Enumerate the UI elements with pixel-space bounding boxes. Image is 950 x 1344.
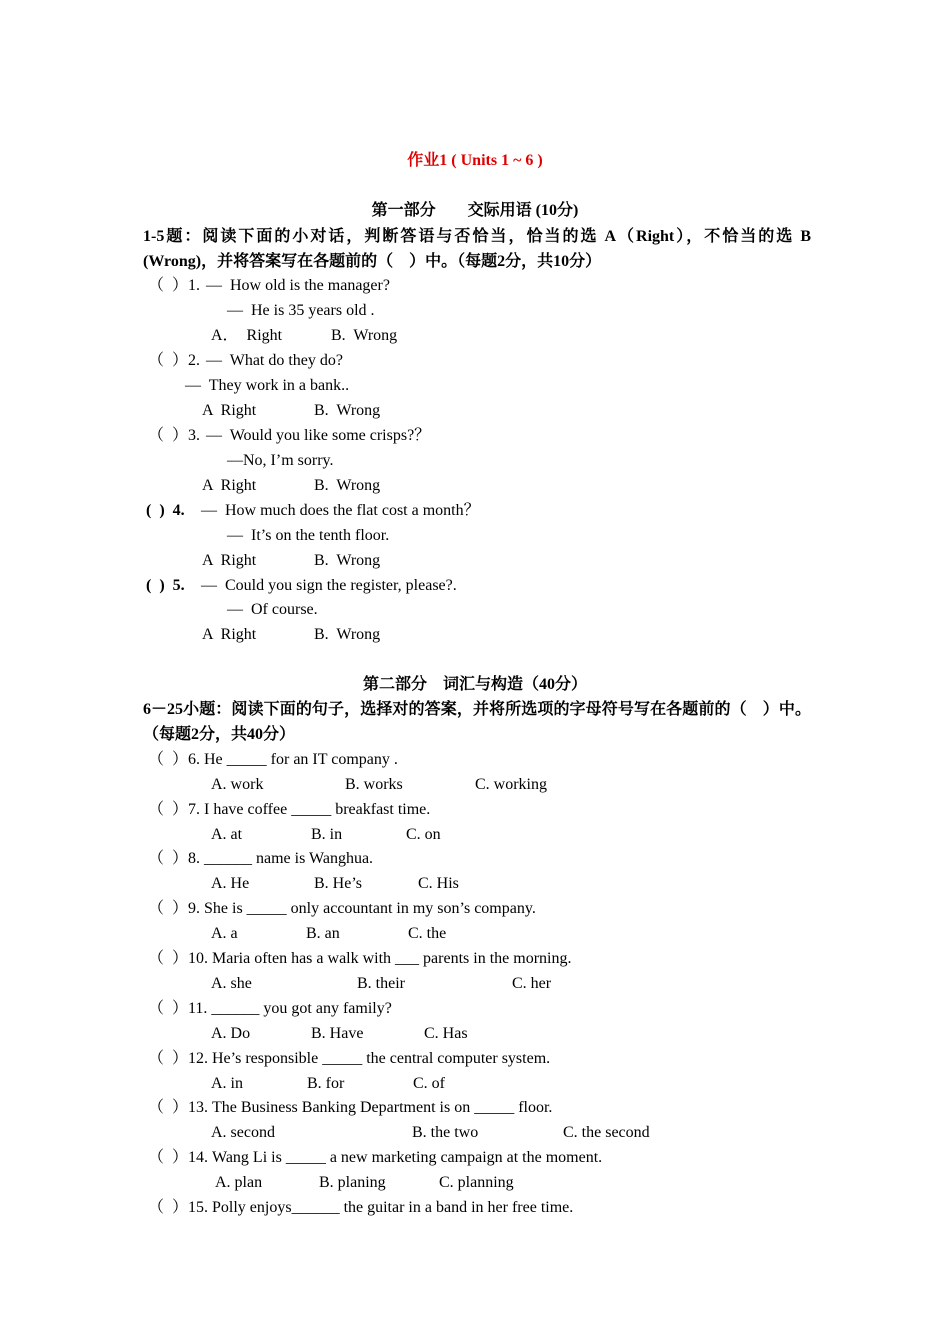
q3-option-a: A Right bbox=[202, 477, 257, 494]
q2-line2: — They work in a bank.. bbox=[185, 377, 350, 394]
part1-instruction: 1-5题：阅读下面的小对话，判断答语与否恰当，恰当的选 A（Right），不恰当的选 B (Wrong)，并将答案写在各题前的（ ）中。（每题2分，共10分） bbox=[143, 228, 811, 270]
q10-option-b: B. their bbox=[357, 975, 405, 992]
q2-option-a: A Right bbox=[202, 402, 257, 419]
q4-line2: — It’s on the tenth floor. bbox=[227, 527, 390, 544]
q4-prefix: ( ) 4. bbox=[146, 502, 185, 519]
q2-prefix: （ ）2. bbox=[148, 352, 201, 369]
part1-heading: 第一部分 交际用语 (10分) bbox=[371, 202, 579, 219]
q13-option-c: C. the second bbox=[563, 1124, 650, 1141]
q7-text: （ ）7. I have coffee _____ breakfast time. bbox=[148, 801, 431, 818]
q10-option-c: C. her bbox=[512, 975, 552, 992]
q9-option-a: A. a bbox=[211, 925, 238, 942]
q14-option-b: B. planing bbox=[319, 1174, 386, 1191]
q11-option-a: A. Do bbox=[211, 1025, 251, 1042]
q6-option-a: A. work bbox=[211, 776, 264, 793]
q1-option-b: B. Wrong bbox=[331, 327, 398, 344]
q3-line1: — Would you like some crisps?？ bbox=[206, 427, 431, 444]
q9-option-c: C. the bbox=[408, 925, 447, 942]
q11-option-b: B. Have bbox=[311, 1025, 364, 1042]
q8-option-a: A. He bbox=[211, 875, 250, 892]
q12-text: （ ）12. He’s responsible _____ the central computer system. bbox=[148, 1050, 551, 1067]
q14-option-c: C. planning bbox=[439, 1174, 514, 1191]
q12-option-b: B. for bbox=[307, 1075, 345, 1092]
q1-line1: — How old is the manager? bbox=[206, 277, 390, 294]
part2-heading: 第二部分 词汇与构造（40分） bbox=[362, 676, 587, 693]
q5-line1: — Could you sign the register, please?. bbox=[201, 577, 457, 594]
q8-option-c: C. His bbox=[418, 875, 459, 892]
q3-option-b: B. Wrong bbox=[314, 477, 381, 494]
q12-option-a: A. in bbox=[211, 1075, 243, 1092]
q15-text: （ ）15. Polly enjoys______ the guitar in a band in her free time. bbox=[148, 1199, 574, 1216]
q13-text: （ ）13. The Business Banking Department is on _____ floor. bbox=[148, 1099, 553, 1116]
q5-prefix: ( ) 5. bbox=[146, 577, 185, 594]
q8-option-b: B. He’s bbox=[314, 875, 362, 892]
q5-line2: — Of course. bbox=[227, 601, 318, 618]
q10-option-a: A. she bbox=[211, 975, 252, 992]
q11-text: （ ）11. ______ you got any family? bbox=[148, 1000, 392, 1017]
q2-line1: — What do they do? bbox=[206, 352, 344, 369]
q3-prefix: （ ）3. bbox=[148, 427, 201, 444]
q1-prefix: （ ）1. bbox=[148, 277, 201, 294]
q6-option-c: C. working bbox=[475, 776, 547, 793]
q5-option-b: B. Wrong bbox=[314, 626, 381, 643]
q14-option-a: A. plan bbox=[215, 1174, 263, 1191]
q11-option-c: C. Has bbox=[424, 1025, 468, 1042]
q9-text: （ ）9. She is _____ only accountant in my son’s company. bbox=[148, 900, 536, 917]
q6-option-b: B. works bbox=[345, 776, 403, 793]
part2-instruction: 6－25小题：阅读下面的句子，选择对的答案，并将所选项的字母符号写在各题前的（ ）中。（每题2分，共40分） bbox=[143, 701, 811, 743]
q8-text: （ ）8. ______ name is Wanghua. bbox=[148, 850, 374, 867]
q6-text: （ ）6. He _____ for an IT company . bbox=[148, 751, 398, 768]
q9-option-b: B. an bbox=[306, 925, 340, 942]
q7-option-b: B. in bbox=[311, 826, 343, 843]
q10-text: （ ）10. Maria often has a walk with ___ parents in the morning. bbox=[148, 950, 572, 967]
q13-option-b: B. the two bbox=[412, 1124, 479, 1141]
q7-option-c: C. on bbox=[406, 826, 441, 843]
page-title: 作业1 ( Units 1 ~ 6 ) bbox=[407, 152, 543, 169]
q5-option-a: A Right bbox=[202, 626, 257, 643]
q2-option-b: B. Wrong bbox=[314, 402, 381, 419]
q14-text: （ ）14. Wang Li is _____ a new marketing campaign at the moment. bbox=[148, 1149, 603, 1166]
q1-option-a: A． Right bbox=[211, 327, 283, 344]
q7-option-a: A. at bbox=[211, 826, 243, 843]
q3-line2: —No, I’m sorry. bbox=[227, 452, 334, 469]
q4-option-a: A Right bbox=[202, 552, 257, 569]
q4-line1: — How much does the flat cost a month？ bbox=[201, 502, 480, 519]
q4-option-b: B. Wrong bbox=[314, 552, 381, 569]
q1-line2: — He is 35 years old . bbox=[227, 302, 375, 319]
q13-option-a: A. second bbox=[211, 1124, 275, 1141]
q12-option-c: C. of bbox=[413, 1075, 445, 1092]
